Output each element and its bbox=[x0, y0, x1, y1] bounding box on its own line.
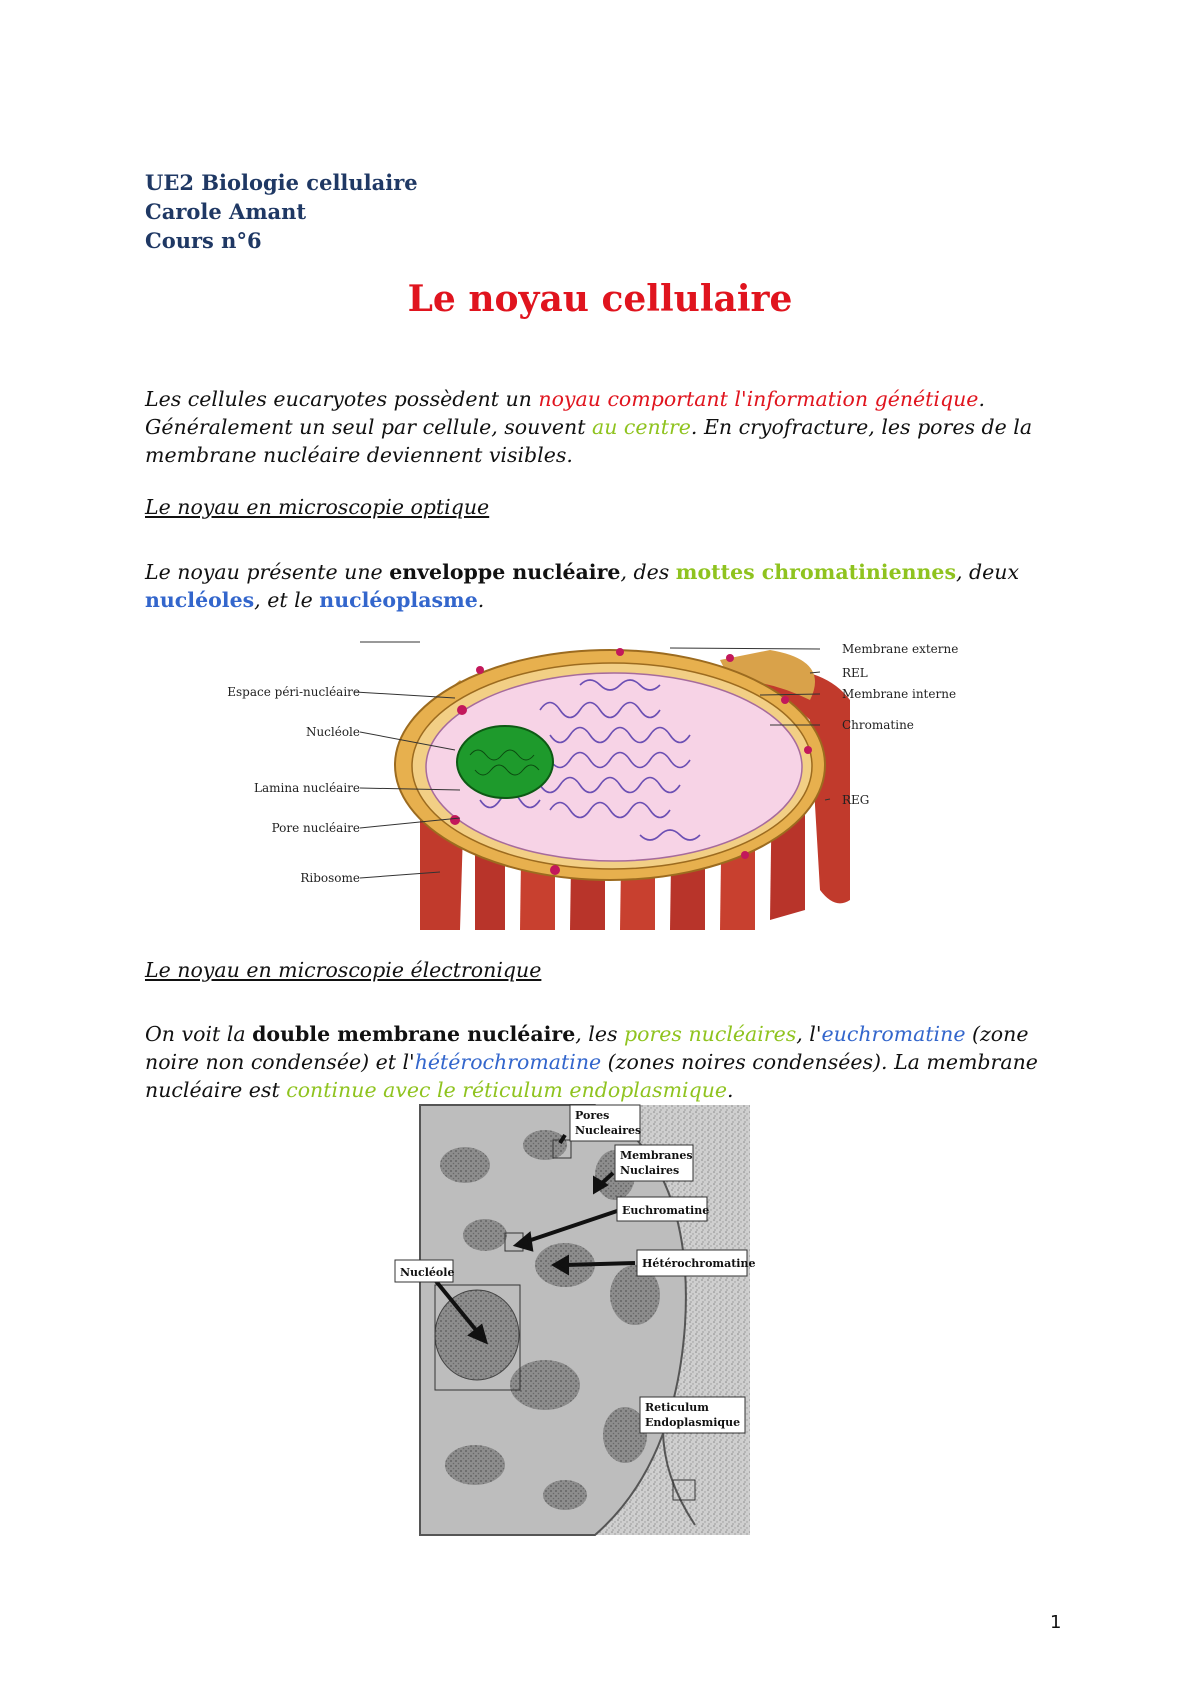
page-title: Le noyau cellulaire bbox=[407, 278, 793, 320]
label-perinuclear-space: Espace péri-nucléaire bbox=[227, 685, 360, 699]
label-pores-line2: Nucleaires bbox=[575, 1124, 642, 1137]
document-header bbox=[145, 168, 418, 255]
label-reticulum bbox=[640, 1397, 745, 1433]
electron-text-4: (zone noire non condensée) et l' bbox=[145, 1022, 1029, 1074]
label-pores-line1: Pores bbox=[575, 1109, 610, 1122]
optical-nucleoli: nucléoles bbox=[145, 588, 255, 612]
label-nucleolus: Nucléole bbox=[305, 725, 360, 739]
label-nucleole-text: Nucléole bbox=[400, 1266, 455, 1279]
intro-paragraph bbox=[145, 385, 1075, 469]
label-reg: REG bbox=[842, 793, 870, 807]
optical-text-5: . bbox=[477, 588, 485, 612]
intro-highlight-center: au centre bbox=[591, 415, 691, 439]
optical-chromatin-clumps: mottes chromatiniennes bbox=[675, 560, 957, 584]
intro-text-3: . En cryofracture, les pores de la membrane nucléaire deviennent visibles. bbox=[145, 415, 1033, 467]
lesson-number: Cours n°6 bbox=[145, 228, 262, 253]
page-number: 1 bbox=[1050, 1612, 1062, 1633]
label-ribosome: Ribosome bbox=[300, 871, 360, 885]
electron-micrograph bbox=[395, 1105, 800, 1535]
electron-text-3: , l' bbox=[796, 1022, 822, 1046]
label-heterochromatin bbox=[637, 1250, 755, 1276]
intro-text-2: . Généralement un seul par cellule, souvent bbox=[145, 387, 985, 439]
optical-text-3: , deux bbox=[956, 560, 1020, 584]
electron-heterochromatin: hétérochromatine bbox=[414, 1050, 602, 1074]
optical-text-4: , et le bbox=[254, 588, 320, 612]
course-name: UE2 Biologie cellulaire bbox=[145, 170, 418, 195]
label-inner-membrane: Membrane interne bbox=[842, 687, 957, 701]
author-name: Carole Amant bbox=[145, 199, 307, 224]
optical-text-1: Le noyau présente une bbox=[145, 560, 390, 584]
label-reticulum-line1: Reticulum bbox=[645, 1401, 709, 1414]
electron-double-membrane: double membrane nucléaire bbox=[252, 1022, 576, 1046]
optical-paragraph bbox=[145, 558, 1075, 614]
electron-reticulum: continue avec le réticulum endoplasmique bbox=[286, 1078, 728, 1102]
label-membranes-line2: Nuclaires bbox=[620, 1164, 680, 1177]
label-membranes bbox=[615, 1145, 693, 1181]
label-rel: REL bbox=[842, 666, 868, 680]
label-heterochromatin-text: Hétérochromatine bbox=[642, 1257, 756, 1270]
label-outer-membrane: Membrane externe bbox=[842, 642, 959, 656]
electron-text-5: (zones noires condensées). La membrane nucléaire est bbox=[145, 1050, 1038, 1102]
nucleolus bbox=[457, 726, 553, 798]
label-nuclear-pore: Pore nucléaire bbox=[271, 821, 360, 835]
electron-text-6: . bbox=[727, 1078, 734, 1102]
label-chromatin: Chromatine bbox=[842, 718, 914, 732]
label-nucleole bbox=[395, 1260, 454, 1282]
optical-envelope: enveloppe nucléaire bbox=[389, 560, 621, 584]
label-membranes-line1: Membranes bbox=[620, 1149, 693, 1162]
section-heading-optical: Le noyau en microscopie optique bbox=[145, 495, 490, 519]
label-euchromatin bbox=[617, 1197, 709, 1221]
label-pores bbox=[570, 1105, 641, 1141]
intro-highlight-genetic: noyau comportant l'information génétique bbox=[538, 387, 979, 411]
intro-text-1: Les cellules eucaryotes possèdent un bbox=[145, 387, 539, 411]
optical-text-2: , des bbox=[620, 560, 676, 584]
electron-text-1: On voit la bbox=[145, 1022, 253, 1046]
optical-nucleoplasm: nucléoplasme bbox=[319, 588, 478, 612]
electron-pores: pores nucléaires bbox=[624, 1022, 797, 1046]
electron-paragraph bbox=[145, 1020, 1075, 1104]
electron-euchromatin: euchromatine bbox=[821, 1022, 966, 1046]
electron-text-2: , les bbox=[575, 1022, 625, 1046]
label-nuclear-lamina: Lamina nucléaire bbox=[254, 781, 360, 795]
label-reticulum-line2: Endoplasmique bbox=[645, 1416, 741, 1429]
label-euchromatin-text: Euchromatine bbox=[622, 1204, 710, 1217]
section-heading-electron: Le noyau en microscopie électronique bbox=[145, 958, 542, 982]
nucleus-diagram bbox=[227, 640, 970, 930]
